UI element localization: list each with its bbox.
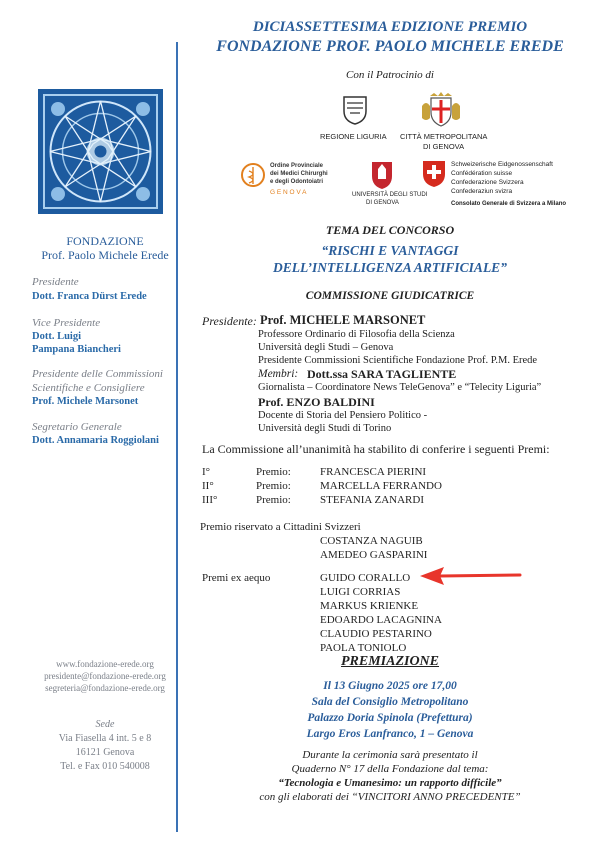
membri-label: Membri: <box>258 368 299 380</box>
arrow-left-icon <box>418 565 522 587</box>
caduceus-icon <box>240 162 266 188</box>
swiss-label-5: Consolato Generale di Svizzera a Milano <box>451 201 567 207</box>
sidebar-vice-name-2: Pampana Biancheri <box>32 344 121 355</box>
presidente-label: Presidente: <box>202 314 257 328</box>
sidebar-address-2: 16121 Genova <box>75 747 135 758</box>
sidebar-sede-label: Sede <box>95 719 115 730</box>
winner-2-name: MARCELLA FERRANDO <box>320 480 442 492</box>
sidebar-email-presidente[interactable]: presidente@fondazione-erede.org <box>44 671 166 681</box>
sidebar-commissioni-role-1: Presidente delle Commissioni <box>32 368 163 380</box>
cerimonia-line-2: Quaderno N° 17 della Fondazione dal tema: <box>291 763 489 775</box>
ordine-label-4: G E N O V A <box>270 189 307 196</box>
sidebar-vice-name-1: Dott. Luigi <box>32 331 82 342</box>
winner-3-label: Premio: <box>256 494 291 506</box>
winner-2-place: II° <box>202 480 214 492</box>
sidebar-segretario-name: Dott. Annamaria Roggiolani <box>32 435 159 446</box>
exaequo-winner-4: EDOARDO LACAGNINA <box>320 614 442 626</box>
exaequo-winner-1: GUIDO CORALLO <box>320 572 411 584</box>
membro-2-name: Prof. ENZO BALDINI <box>258 395 375 409</box>
ordine-medici-logo <box>240 162 266 193</box>
premi-intro: La Commissione all’unanimità ha stabilito di conferire i seguenti Premi: <box>202 442 550 456</box>
premiazione-indirizzo: Largo Eros Lanfranco, 1 – Genova <box>306 728 474 740</box>
foundation-logo <box>38 89 163 214</box>
header-edition: DICIASSETTESIMA EDIZIONE PREMIO <box>252 19 528 35</box>
svizzeri-winner-1: COSTANZA NAGUIB <box>320 535 423 547</box>
presidente-desc-3: Presidente Commissioni Scientifiche Fondazione Prof. P.M. Erede <box>258 355 538 366</box>
winner-3-name: STEFANIA ZANARDI <box>320 494 424 506</box>
ordine-label-1: Ordine Provinciale <box>270 163 324 169</box>
exaequo-label: Premi ex aequo <box>202 572 271 584</box>
sidebar-telephone: Tel. e Fax 010 540008 <box>60 761 150 772</box>
tema-title-1: “RISCHI E VANTAGGI <box>321 243 459 258</box>
sidebar-vice-role: Vice Presidente <box>32 317 101 329</box>
citta-label-2: DI GENOVA <box>423 142 465 151</box>
patrocinio-label: Con il Patrocinio di <box>346 69 434 81</box>
cerimonia-line-3: “Tecnologia e Umanesimo: un rapporto difficile” <box>278 777 502 789</box>
sidebar-fondazione: FONDAZIONE <box>66 234 144 248</box>
exaequo-winner-5: CLAUDIO PESTARINO <box>320 628 432 640</box>
univ-label-2: DI GENOVA <box>366 200 399 206</box>
coat-of-arms-icon <box>420 92 462 128</box>
red-arrow-annotation <box>418 565 522 592</box>
sidebar-presidente-role: Presidente <box>32 276 79 288</box>
universita-genova-logo <box>370 160 394 195</box>
header-foundation: FONDAZIONE PROF. PAOLO MICHELE EREDE <box>216 38 564 55</box>
sidebar-presidente-name: Dott. Franca Dürst Erede <box>32 291 147 302</box>
regione-shield-icon <box>342 95 368 125</box>
winner-1-name: FRANCESCA PIERINI <box>320 466 427 478</box>
presidente-desc-2: Università degli Studi – Genova <box>258 342 394 353</box>
regione-liguria-logo <box>342 95 368 130</box>
membro-1-name: Dott.ssa SARA TAGLIENTE <box>307 367 457 381</box>
premiazione-date: Il 13 Giugno 2025 ore 17,00 <box>323 680 457 692</box>
swiss-label-3: Confederazione Svizzera <box>451 179 524 186</box>
premiazione-sala: Sala del Consiglio Metropolitano <box>311 696 469 708</box>
sidebar-website-link[interactable]: www.fondazione-erede.org <box>56 659 154 669</box>
presidente-desc-1: Professore Ordinario di Filosofia della Scienza <box>258 329 455 340</box>
cerimonia-line-4: con gli elaborati dei “VINCITORI ANNO PRECEDENTE” <box>259 791 521 803</box>
premiazione-title: PREMIAZIONE <box>340 654 440 669</box>
citta-metropolitana-logo <box>420 92 462 133</box>
sidebar-commissioni-role-2: Scientifiche e Consigliere <box>32 382 145 394</box>
premiazione-palazzo: Palazzo Doria Spinola (Prefettura) <box>307 712 473 724</box>
ordine-label-3: e degli Odontoiatri <box>270 179 324 185</box>
mosaic-logo-icon <box>38 89 163 214</box>
swiss-label-2: Confédération suisse <box>451 170 513 177</box>
sidebar-address-1: Via Fiasella 4 int. 5 e 8 <box>58 733 152 744</box>
winner-1-place: I° <box>202 466 211 478</box>
exaequo-winner-6: PAOLA TONIOLO <box>320 642 407 654</box>
citta-label-1: CITTÀ METROPOLITANA <box>400 132 488 141</box>
exaequo-winner-2: LUIGI CORRIAS <box>320 586 401 598</box>
sidebar-commissioni-name: Prof. Michele Marsonet <box>32 396 139 407</box>
swiss-confederation-logo <box>422 160 446 193</box>
exaequo-winner-3: MARKUS KRIENKE <box>320 600 419 612</box>
membro-2-desc-2: Università degli Studi di Torino <box>258 423 392 434</box>
svizzeri-label: Premio riservato a Cittadini Svizzeri <box>200 521 361 533</box>
membro-2-desc-1: Docente di Storia del Pensiero Politico - <box>258 410 428 421</box>
winner-3-place: III° <box>202 494 218 506</box>
presidente-name: Prof. MICHELE MARSONET <box>260 313 426 327</box>
sidebar-email-segreteria[interactable]: segreteria@fondazione-erede.org <box>45 683 165 693</box>
swiss-label-4: Confederaziun svizra <box>451 188 513 195</box>
cerimonia-line-1: Durante la cerimonia sarà presentato il <box>302 749 478 761</box>
swiss-label-1: Schweizerische Eidgenossenschaft <box>451 161 553 168</box>
regione-label: REGIONE LIGURIA <box>320 132 387 141</box>
ordine-label-2: dei Medici Chirurghi <box>270 171 328 177</box>
tema-label: TEMA DEL CONCORSO <box>325 223 455 237</box>
sidebar-segretario-role: Segretario Generale <box>32 421 122 433</box>
commissione-label: COMMISSIONE GIUDICATRICE <box>305 290 475 302</box>
winner-2-label: Premio: <box>256 480 291 492</box>
column-divider <box>176 42 178 832</box>
sidebar-fondazione-name: Prof. Paolo Michele Erede <box>41 248 169 262</box>
tema-title-2: DELL’INTELLIGENZA ARTIFICIALE” <box>273 260 507 275</box>
university-crest-icon <box>370 160 394 190</box>
univ-label-1: UNIVERSITÀ DEGLI STUDI <box>352 192 428 198</box>
swiss-cross-icon <box>422 160 446 188</box>
membro-1-desc: Giornalista – Coordinatore News TeleGenova” e “Telecity Liguria” <box>258 382 542 393</box>
svizzeri-winner-2: AMEDEO GASPARINI <box>320 549 428 561</box>
winner-1-label: Premio: <box>256 466 291 478</box>
